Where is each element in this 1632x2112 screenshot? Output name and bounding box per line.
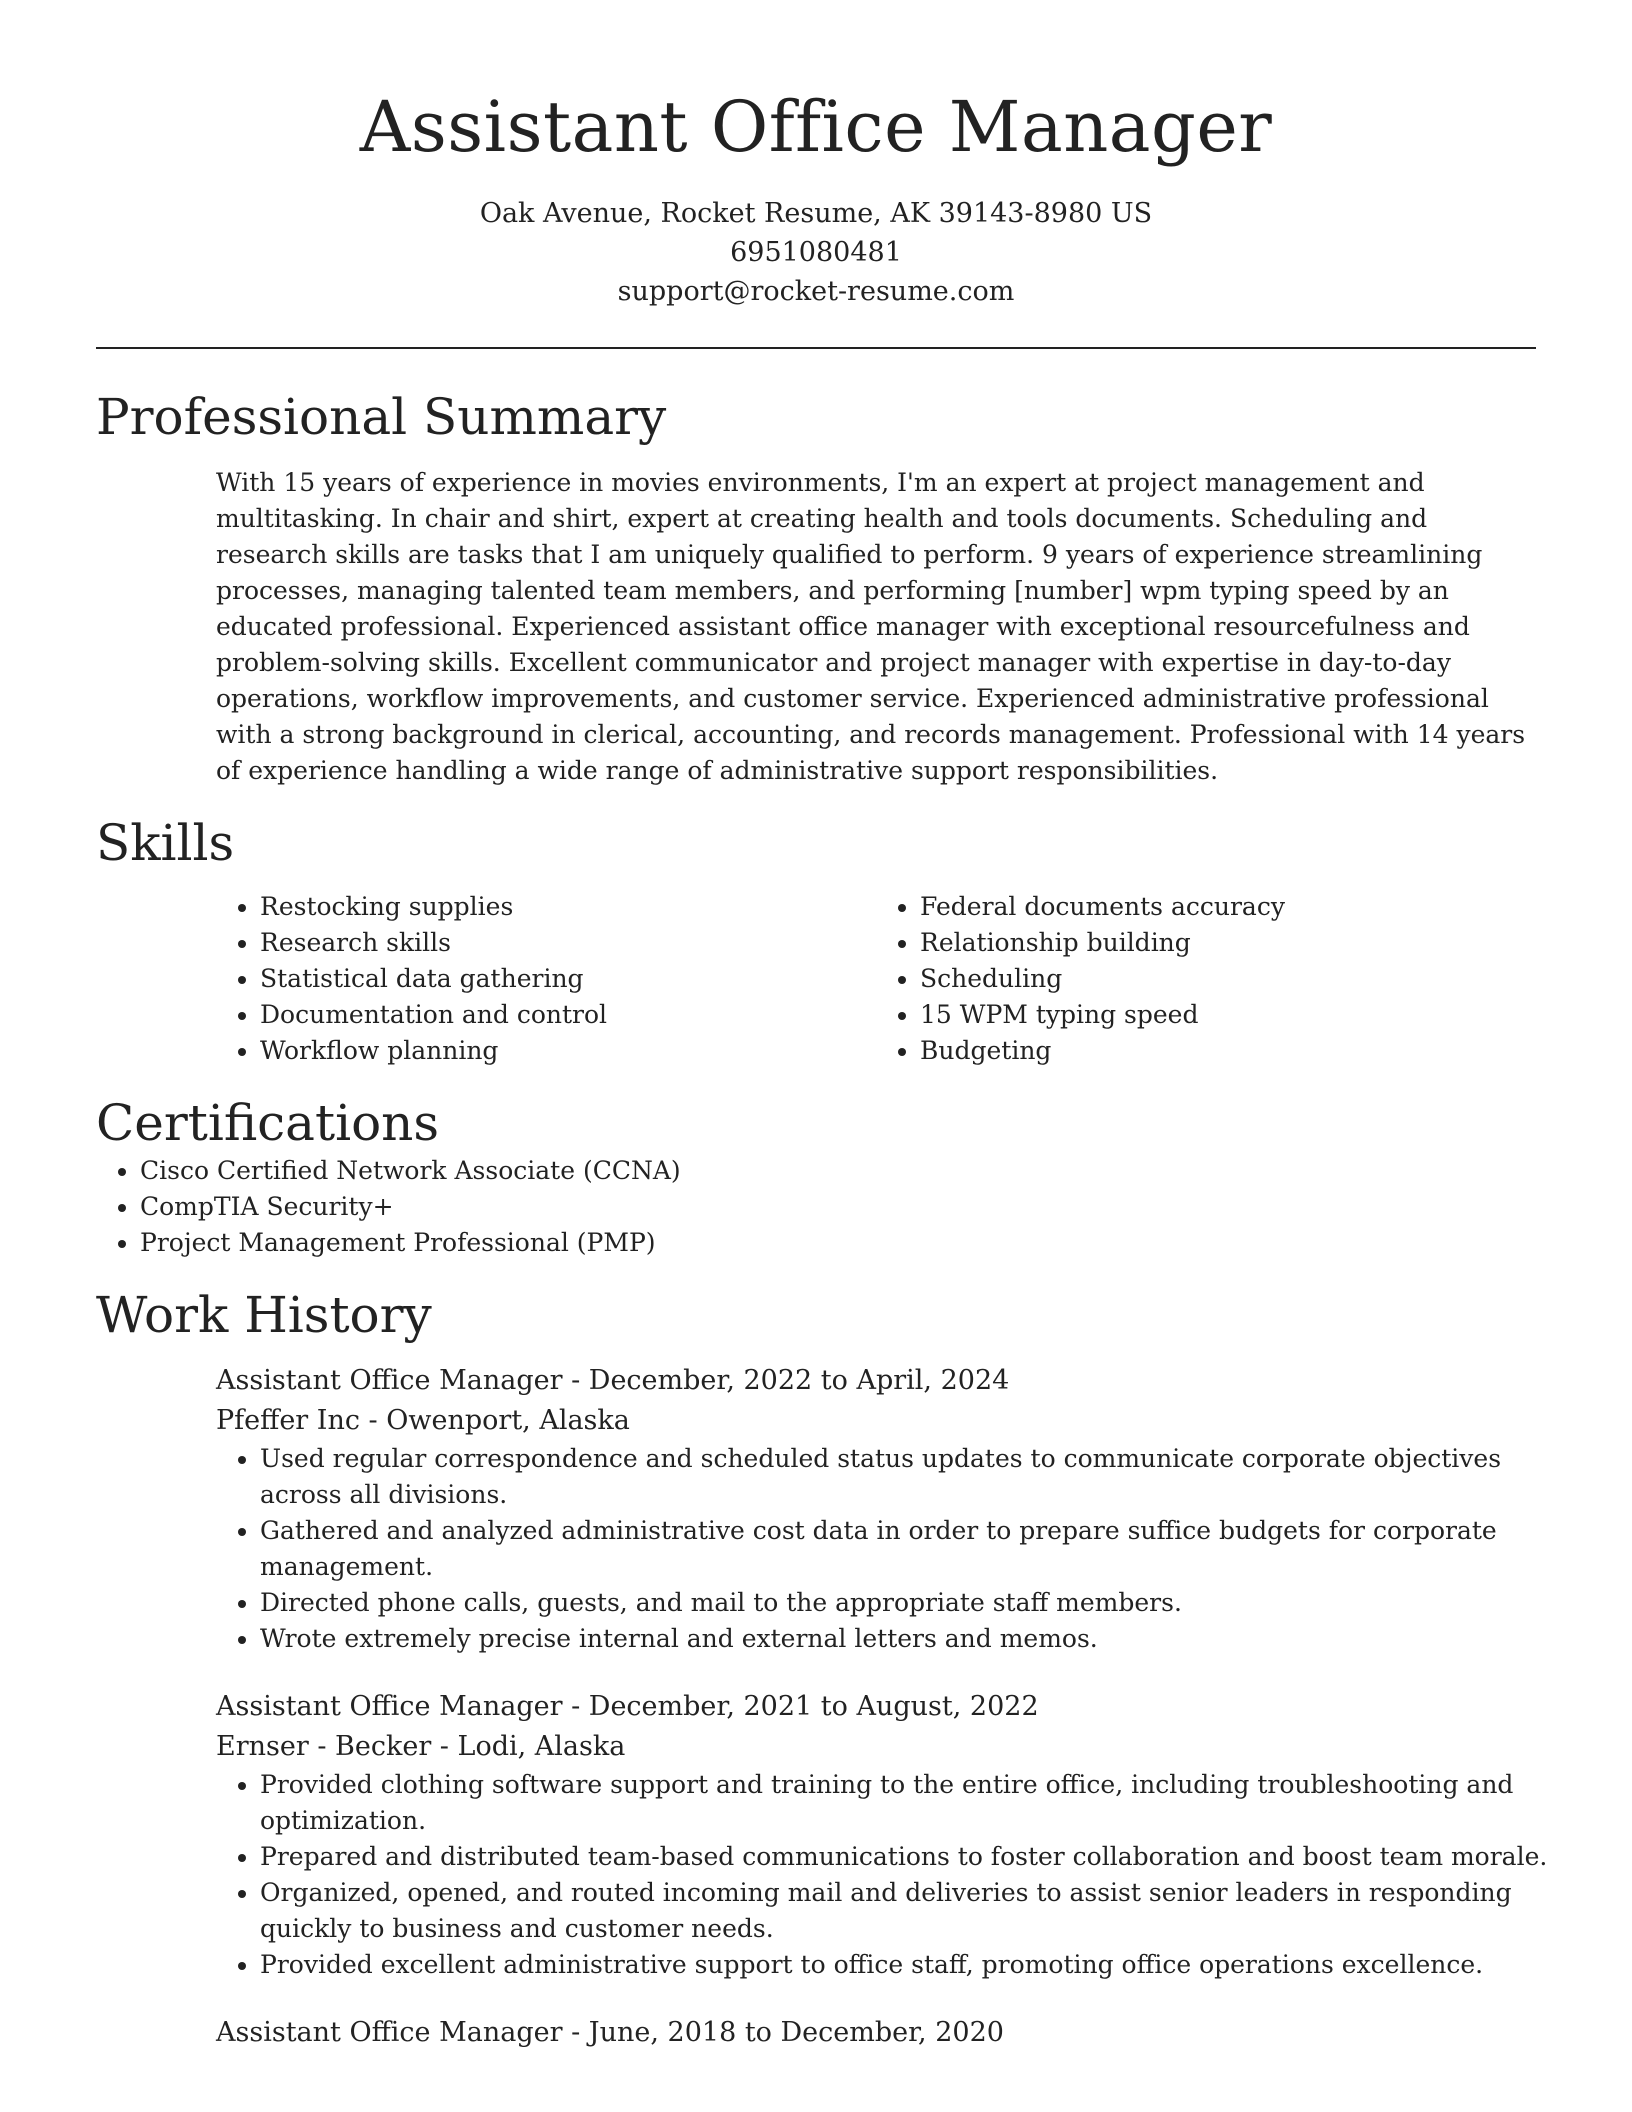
skills-heading: Skills <box>96 814 235 872</box>
resume-page <box>96 0 1548 2053</box>
certification-item: • Cisco Certified Network Associate (CCNA) <box>140 1153 1536 1189</box>
job-bullet: • Gathered and analyzed administrative cost data in order to prepare suffice budgets for corporate management. <box>260 1513 1570 1585</box>
skills-list-left <box>216 889 876 1069</box>
skill-item: • Research skills <box>260 925 876 961</box>
contact-block <box>96 194 1536 311</box>
job-company-line: Pfeffer Inc - Owenport, Alaska <box>216 1405 630 1436</box>
skill-item: • Restocking supplies <box>260 889 876 925</box>
job-bullet: • Prepared and distributed team-based communications to foster collaboration and boost team morale. <box>260 1839 1570 1875</box>
skill-item: • 15 WPM typing speed <box>920 997 1536 1033</box>
skills-columns <box>216 889 1536 1069</box>
skills-list-right <box>876 889 1536 1069</box>
contact-phone: 6951080481 <box>730 237 902 268</box>
skill-item: • Federal documents accuracy <box>920 889 1536 925</box>
summary-text: With 15 years of experience in movies environments, I'm an expert at project management and multitasking. In chair and shirt, expert at creating health and tools documents. Scheduling and research skills are tasks that I am uniquely qualified to perform. 9 years of experience streamlining processes, managing talented team members, and performing [number] wpm typing speed by an educated professional. Experienced assistant office manager with exceptional resourcefulness and problem-solving skills. Excellent communicator and project manager with expertise in day-to-day operations, workflow improvements, and customer service. Experienced administrative professional with a strong background in clerical, accounting, and records management. Professional with 14 years of experience handling a wide range of administrative support responsibilities. <box>216 468 1526 785</box>
job-title-line: Assistant Office Manager - June, 2018 to December, 2020 <box>216 2017 1004 2048</box>
job-bullet: • Used regular correspondence and scheduled status updates to communicate corporate objectives across all divisions. <box>260 1441 1570 1513</box>
job-title-line: Assistant Office Manager - December, 2021 to August, 2022 <box>216 1691 1039 1722</box>
certifications-heading: Certifications <box>96 1094 440 1152</box>
job-bullet: • Wrote extremely precise internal and external letters and memos. <box>260 1621 1570 1657</box>
job-bullet-list <box>216 1441 1570 1657</box>
job-bullet: • Provided excellent administrative support to office staff, promoting office operations excellence. <box>260 1947 1570 1983</box>
work-history-heading: Work History <box>96 1286 432 1344</box>
job-entry <box>216 2013 1536 2053</box>
job-title-line: Assistant Office Manager - December, 2022 to April, 2024 <box>216 1365 1010 1396</box>
job-entry <box>216 1687 1548 1983</box>
summary-heading: Professional Summary <box>96 388 667 446</box>
skill-item: • Scheduling <box>920 961 1536 997</box>
job-entry <box>216 1361 1536 1657</box>
skill-item: • Budgeting <box>920 1033 1536 1069</box>
skill-item: • Workflow planning <box>260 1033 876 1069</box>
contact-address: Oak Avenue, Rocket Resume, AK 39143-8980 US <box>479 198 1153 229</box>
header-divider <box>96 347 1536 349</box>
skill-item: • Documentation and control <box>260 997 876 1033</box>
job-bullet: • Directed phone calls, guests, and mail to the appropriate staff members. <box>260 1585 1570 1621</box>
skill-item: • Relationship building <box>920 925 1536 961</box>
certification-item: • CompTIA Security+ <box>140 1189 1536 1225</box>
job-bullet: • Provided clothing software support and training to the entire office, including troubleshooting and optimization. <box>260 1767 1570 1839</box>
job-bullet: • Organized, opened, and routed incoming mail and deliveries to assist senior leaders in responding quickly to business and customer needs. <box>260 1875 1570 1947</box>
job-company-line: Ernser - Becker - Lodi, Alaska <box>216 1731 626 1762</box>
certifications-list <box>96 1153 1536 1261</box>
contact-email: support@rocket-resume.com <box>617 276 1015 307</box>
job-bullet-list <box>216 1767 1570 1983</box>
resume-name: Assistant Office Manager <box>359 86 1273 168</box>
skill-item: • Statistical data gathering <box>260 961 876 997</box>
certification-item: • Project Management Professional (PMP) <box>140 1225 1536 1261</box>
